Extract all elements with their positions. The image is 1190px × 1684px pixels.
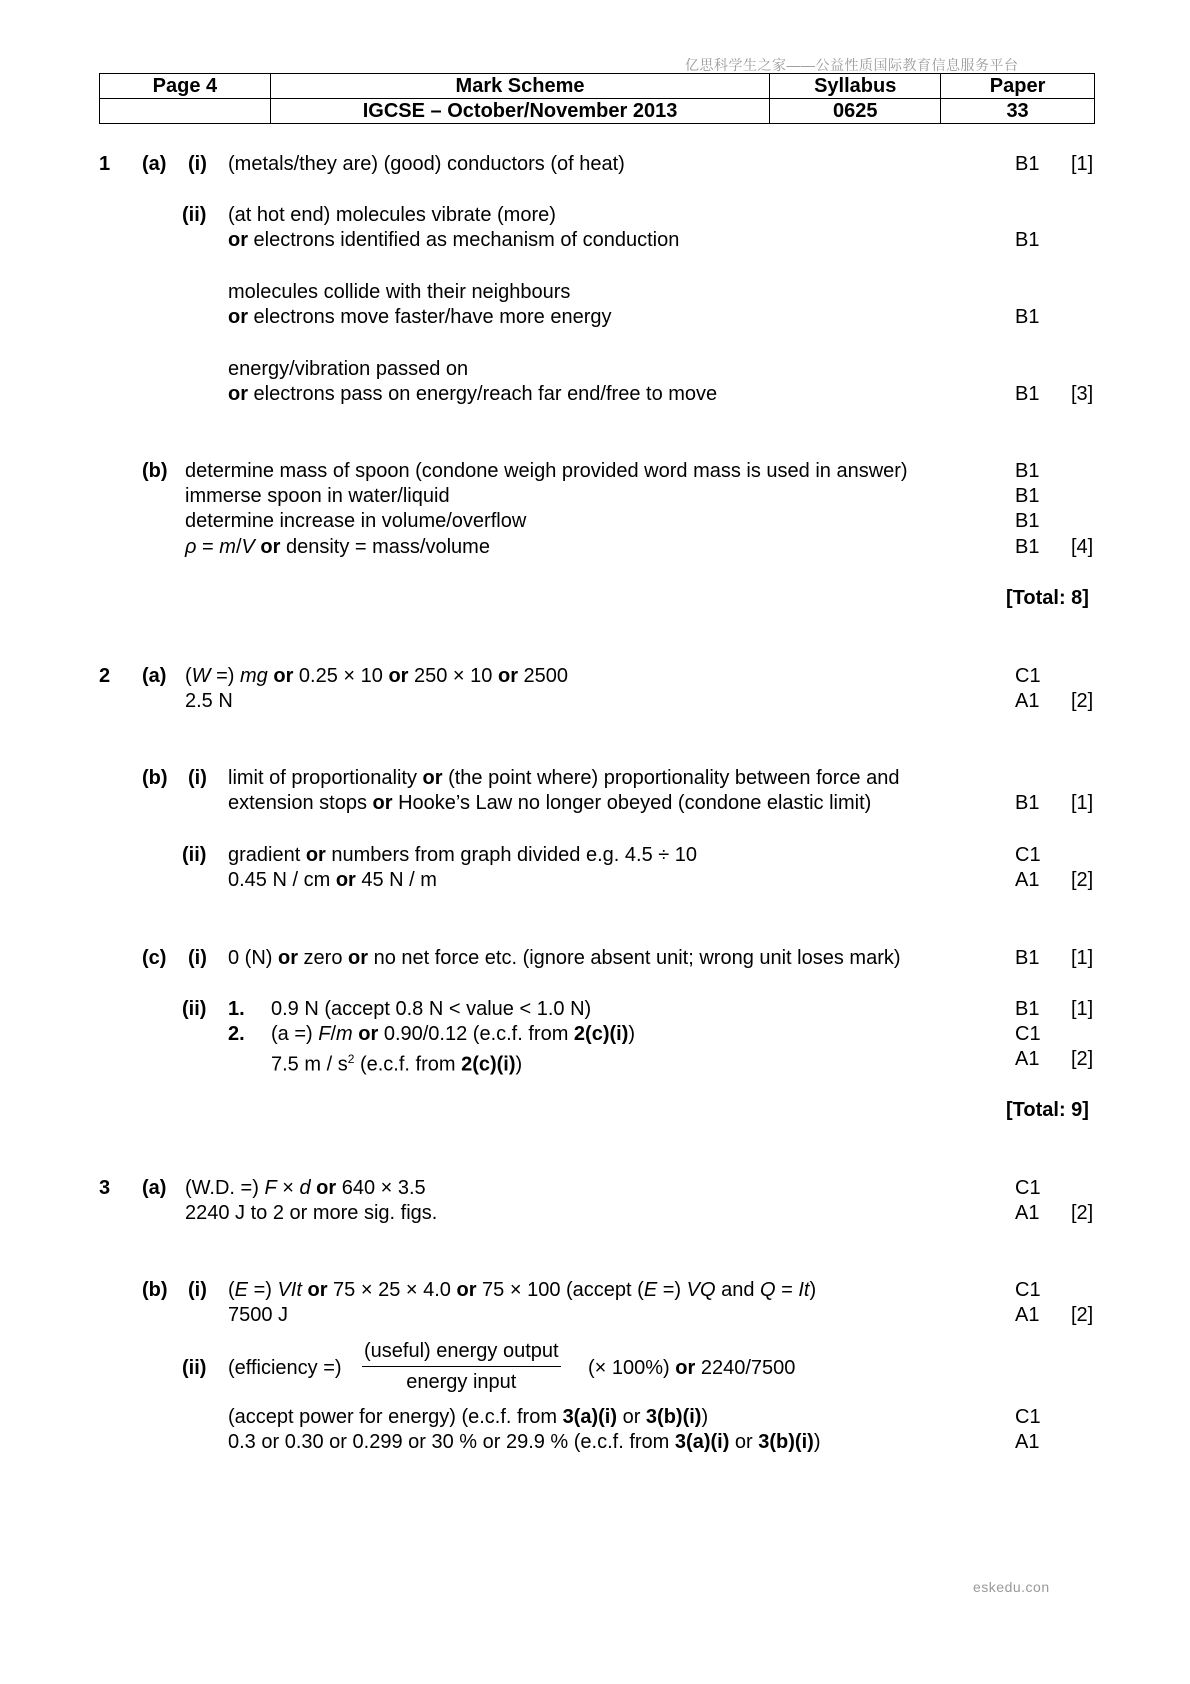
q2bi-line1 bbox=[228, 766, 899, 790]
watermark-top: 亿思科学生之家——公益性质国际教育信息服务平台 bbox=[685, 57, 1019, 73]
or-keyword: or bbox=[352, 1023, 379, 1045]
q3bii-mark2: A1 bbox=[1015, 1431, 1040, 1453]
header-table bbox=[99, 73, 1095, 124]
q2bi-total: [1] bbox=[1071, 792, 1094, 814]
italic-m: m bbox=[336, 1023, 353, 1045]
q3b-label: (b) bbox=[142, 1279, 168, 1301]
text-span: 45 N / m bbox=[355, 869, 437, 891]
q3bii-prefix: (efficiency =) bbox=[228, 1357, 342, 1379]
q2cii-2-line2 bbox=[271, 1047, 522, 1077]
q3a-mark1: C1 bbox=[1015, 1177, 1041, 1199]
q2cii-2-mark1: C1 bbox=[1015, 1023, 1041, 1045]
q1ai-answer: (metals/they are) (good) conductors (of heat) bbox=[228, 153, 625, 175]
or-keyword: or bbox=[422, 767, 443, 789]
q2cii-1-mark: B1 bbox=[1015, 998, 1040, 1020]
q1b-line3: determine increase in volume/overflow bbox=[185, 510, 527, 532]
ref-bold: 3(a)(i) bbox=[674, 1431, 730, 1453]
italic-mg: mg bbox=[240, 665, 268, 687]
q2a-line2: 2.5 N bbox=[185, 690, 233, 712]
italic-e: E bbox=[234, 1279, 249, 1301]
or-keyword: or bbox=[278, 947, 298, 969]
q3bii-mark1: C1 bbox=[1015, 1406, 1041, 1428]
italic-q: Q bbox=[760, 1279, 776, 1301]
q3bii-label: (ii) bbox=[182, 1357, 207, 1379]
q3bi-mark1: C1 bbox=[1015, 1279, 1041, 1301]
q2bi-label: (i) bbox=[188, 767, 207, 789]
text-span: Hooke’s Law no longer obeyed (condone elastic limit) bbox=[392, 792, 872, 814]
q1a-label: (a) bbox=[142, 153, 167, 175]
q1b-line1: determine mass of spoon (condone weigh provided word mass is used in answer) bbox=[185, 460, 908, 482]
text-span: extension stops bbox=[228, 792, 373, 814]
text-span: / bbox=[235, 536, 242, 558]
q3a-line2: 2240 J to 2 or more sig. figs. bbox=[185, 1202, 438, 1224]
text-span: ) bbox=[701, 1406, 709, 1428]
q2cii-2-total: [2] bbox=[1071, 1048, 1094, 1070]
text-span: 7.5 m / s bbox=[271, 1053, 348, 1076]
q3a-label: (a) bbox=[142, 1177, 167, 1199]
text-span: (e.c.f. from bbox=[354, 1053, 462, 1076]
q1ai-label: (i) bbox=[188, 153, 207, 175]
or-keyword: or bbox=[348, 947, 369, 969]
header-syllabus-code: 0625 bbox=[770, 99, 941, 124]
q2cii-2-mark2: A1 bbox=[1015, 1048, 1040, 1070]
q2bii-line1 bbox=[228, 843, 697, 867]
q3bi-total: [2] bbox=[1071, 1304, 1094, 1326]
text-span: =) bbox=[210, 665, 241, 687]
q1aii-mark2: B1 bbox=[1015, 306, 1040, 328]
q2a-mark1: C1 bbox=[1015, 665, 1041, 687]
q1b-total: [4] bbox=[1071, 536, 1094, 558]
q2a-label: (a) bbox=[142, 665, 167, 687]
header-paper-number: 33 bbox=[941, 99, 1095, 124]
text-span: =) bbox=[657, 1279, 687, 1301]
q2bii-line2 bbox=[228, 868, 437, 892]
ref-bold: 2(c)(i) bbox=[461, 1053, 516, 1076]
or-keyword: or bbox=[228, 229, 248, 251]
text-span: 0.3 or 0.30 or 0.299 or 30 % or 29.9 % (e.c.f. from bbox=[228, 1431, 675, 1453]
or-keyword: or bbox=[301, 1279, 328, 1301]
header-mark-scheme: Mark Scheme bbox=[270, 74, 769, 99]
q1b-mark2: B1 bbox=[1015, 485, 1040, 507]
text-span: = bbox=[775, 1279, 799, 1301]
q1aii-line1: (at hot end) molecules vibrate (more) bbox=[228, 204, 556, 226]
text-span: density = mass/volume bbox=[280, 536, 490, 558]
text-span: limit of proportionality bbox=[228, 767, 423, 789]
text-span: 75 × 25 × 4.0 bbox=[327, 1279, 457, 1301]
q1b-mark1: B1 bbox=[1015, 460, 1040, 482]
text-span: (× 100%) bbox=[588, 1357, 676, 1379]
text-span: 640 × 3.5 bbox=[336, 1177, 426, 1199]
text-span: ( bbox=[185, 665, 192, 687]
or-keyword: or bbox=[267, 665, 294, 687]
q2cii-2-label: 2. bbox=[228, 1023, 245, 1045]
q2a-total: [2] bbox=[1071, 690, 1094, 712]
q1aii-line2-text: electrons identified as mechanism of conduction bbox=[248, 229, 680, 251]
header-row-2 bbox=[100, 99, 1095, 124]
text-span: ) bbox=[809, 1279, 817, 1301]
q2ci-line bbox=[228, 946, 901, 970]
q2bii-label: (ii) bbox=[182, 844, 207, 866]
q2cii-1-total: [1] bbox=[1071, 998, 1094, 1020]
q1aii-total: [3] bbox=[1071, 383, 1094, 405]
q1aii-line4-text: electrons move faster/have more energy bbox=[248, 306, 612, 328]
q1-number: 1 bbox=[99, 153, 111, 175]
text-span: × bbox=[276, 1177, 300, 1199]
q3bi-line1 bbox=[228, 1278, 816, 1302]
q3a-mark2: A1 bbox=[1015, 1202, 1040, 1224]
q3a-line1 bbox=[185, 1176, 426, 1200]
text-span: ) bbox=[515, 1053, 523, 1076]
or-keyword: or bbox=[228, 306, 248, 328]
or-keyword: or bbox=[497, 665, 518, 687]
or-keyword: or bbox=[305, 844, 326, 866]
q1ai-mark: B1 bbox=[1015, 153, 1040, 175]
header-page: Page 4 bbox=[100, 74, 271, 99]
q1b-line2: immerse spoon in water/liquid bbox=[185, 485, 450, 507]
q1aii-line6 bbox=[228, 382, 717, 406]
header-exam-session: IGCSE – October/November 2013 bbox=[270, 99, 769, 124]
q2ci-total: [1] bbox=[1071, 947, 1094, 969]
or-keyword: or bbox=[335, 869, 356, 891]
q1b-line4 bbox=[185, 535, 490, 559]
rho-symbol: ρ bbox=[185, 536, 197, 558]
q2a-line1 bbox=[185, 664, 568, 688]
q3bi-label: (i) bbox=[188, 1279, 207, 1301]
q2bi-mark: B1 bbox=[1015, 792, 1040, 814]
text-span: numbers from graph divided e.g. 4.5 ÷ 10 bbox=[325, 844, 698, 866]
q3bi-line2: 7500 J bbox=[228, 1304, 289, 1326]
italic-w: W bbox=[191, 665, 211, 687]
ref-bold: 2(c)(i) bbox=[573, 1023, 629, 1045]
q1aii-line4 bbox=[228, 305, 612, 329]
text-span: (the point where) proportionality between force and bbox=[442, 767, 900, 789]
header-row-1 bbox=[100, 74, 1095, 99]
text-span: gradient bbox=[228, 844, 306, 866]
q3bii-line3 bbox=[228, 1430, 820, 1454]
italic-v: V bbox=[241, 536, 255, 558]
q3bii-line2 bbox=[228, 1405, 708, 1429]
or-keyword: or bbox=[254, 536, 281, 558]
q2b-label: (b) bbox=[142, 767, 168, 789]
q3-number: 3 bbox=[99, 1177, 111, 1199]
text-span: or bbox=[729, 1431, 759, 1453]
text-span: ) bbox=[813, 1431, 821, 1453]
efficiency-fraction bbox=[362, 1340, 561, 1393]
q1ai-total: [1] bbox=[1071, 153, 1094, 175]
text-span: (accept power for energy) (e.c.f. from bbox=[228, 1406, 563, 1428]
q2bii-mark1: C1 bbox=[1015, 844, 1041, 866]
q2a-mark2: A1 bbox=[1015, 690, 1040, 712]
text-span: (W.D. =) bbox=[185, 1177, 265, 1199]
text-span: 0.25 × 10 bbox=[293, 665, 389, 687]
text-span: =) bbox=[248, 1279, 278, 1301]
or-keyword: or bbox=[372, 792, 393, 814]
text-span: 0 (N) bbox=[228, 947, 278, 969]
fraction-denominator: energy input bbox=[406, 1371, 517, 1393]
q2-total: [Total: 9] bbox=[1006, 1099, 1089, 1121]
text-span: and bbox=[715, 1279, 760, 1301]
text-span: 0.90/0.12 (e.c.f. from bbox=[378, 1023, 574, 1045]
text-span: or bbox=[617, 1406, 646, 1428]
q2bii-mark2: A1 bbox=[1015, 869, 1040, 891]
italic-m: m bbox=[219, 536, 236, 558]
q2cii-2-line1 bbox=[271, 1022, 635, 1046]
text-span: (a =) bbox=[271, 1023, 319, 1045]
header-paper: Paper bbox=[941, 74, 1095, 99]
q1aii-label: (ii) bbox=[182, 204, 207, 226]
q1b-label: (b) bbox=[142, 460, 168, 482]
watermark-bottom: eskedu.con bbox=[973, 1579, 1050, 1595]
italic-e: E bbox=[643, 1279, 658, 1301]
q2c-label: (c) bbox=[142, 947, 167, 969]
q3a-total: [2] bbox=[1071, 1202, 1094, 1224]
or-keyword: or bbox=[456, 1279, 477, 1301]
q2bii-total: [2] bbox=[1071, 869, 1094, 891]
q1aii-line3: molecules collide with their neighbours bbox=[228, 281, 571, 303]
q3bii-suffix bbox=[588, 1356, 795, 1380]
q1-total: [Total: 8] bbox=[1006, 587, 1089, 609]
q2-number: 2 bbox=[99, 665, 111, 687]
text-span: ) bbox=[628, 1023, 636, 1045]
text-span: 2240/7500 bbox=[695, 1357, 796, 1379]
text-span: ( bbox=[228, 1279, 235, 1301]
q1aii-line5: energy/vibration passed on bbox=[228, 358, 469, 380]
header-blank bbox=[100, 99, 271, 124]
italic-f: F bbox=[264, 1177, 277, 1199]
q2bi-line2 bbox=[228, 791, 871, 815]
italic-f: F bbox=[318, 1023, 331, 1045]
q1aii-line6-text: electrons pass on energy/reach far end/free to move bbox=[248, 383, 718, 405]
q2cii-1-label: 1. bbox=[228, 998, 245, 1020]
italic-vq: VQ bbox=[686, 1279, 716, 1301]
italic-it: It bbox=[798, 1279, 810, 1301]
q1b-mark4: B1 bbox=[1015, 536, 1040, 558]
text-span: 75 × 100 (accept ( bbox=[476, 1279, 644, 1301]
text-span: 250 × 10 bbox=[408, 665, 498, 687]
text-span: no net force etc. (ignore absent unit; wrong unit loses mark) bbox=[368, 947, 901, 969]
text-span: 0.45 N / cm bbox=[228, 869, 336, 891]
ref-bold: 3(b)(i) bbox=[758, 1431, 814, 1453]
q1b-mark3: B1 bbox=[1015, 510, 1040, 532]
text-span: zero bbox=[298, 947, 349, 969]
q1aii-mark1: B1 bbox=[1015, 229, 1040, 251]
italic-d: d bbox=[299, 1177, 311, 1199]
ref-bold: 3(a)(i) bbox=[562, 1406, 618, 1428]
q2ci-mark: B1 bbox=[1015, 947, 1040, 969]
text-span: = bbox=[196, 536, 220, 558]
text-span: / bbox=[330, 1023, 337, 1045]
italic-vit: VIt bbox=[277, 1279, 302, 1301]
q1aii-mark3: B1 bbox=[1015, 383, 1040, 405]
fraction-numerator: (useful) energy output bbox=[362, 1340, 561, 1367]
superscript: 2 bbox=[347, 1052, 355, 1066]
or-keyword: or bbox=[310, 1177, 337, 1199]
q1aii-line2 bbox=[228, 228, 679, 252]
or-keyword: or bbox=[675, 1357, 696, 1379]
q2ci-label: (i) bbox=[188, 947, 207, 969]
or-keyword: or bbox=[388, 665, 409, 687]
q3bi-mark2: A1 bbox=[1015, 1304, 1040, 1326]
header-syllabus: Syllabus bbox=[770, 74, 941, 99]
q2cii-1-text: 0.9 N (accept 0.8 N < value < 1.0 N) bbox=[271, 998, 592, 1020]
or-keyword: or bbox=[228, 383, 248, 405]
text-span: 2500 bbox=[517, 665, 569, 687]
ref-bold: 3(b)(i) bbox=[645, 1406, 702, 1428]
q2cii-label: (ii) bbox=[182, 998, 207, 1020]
